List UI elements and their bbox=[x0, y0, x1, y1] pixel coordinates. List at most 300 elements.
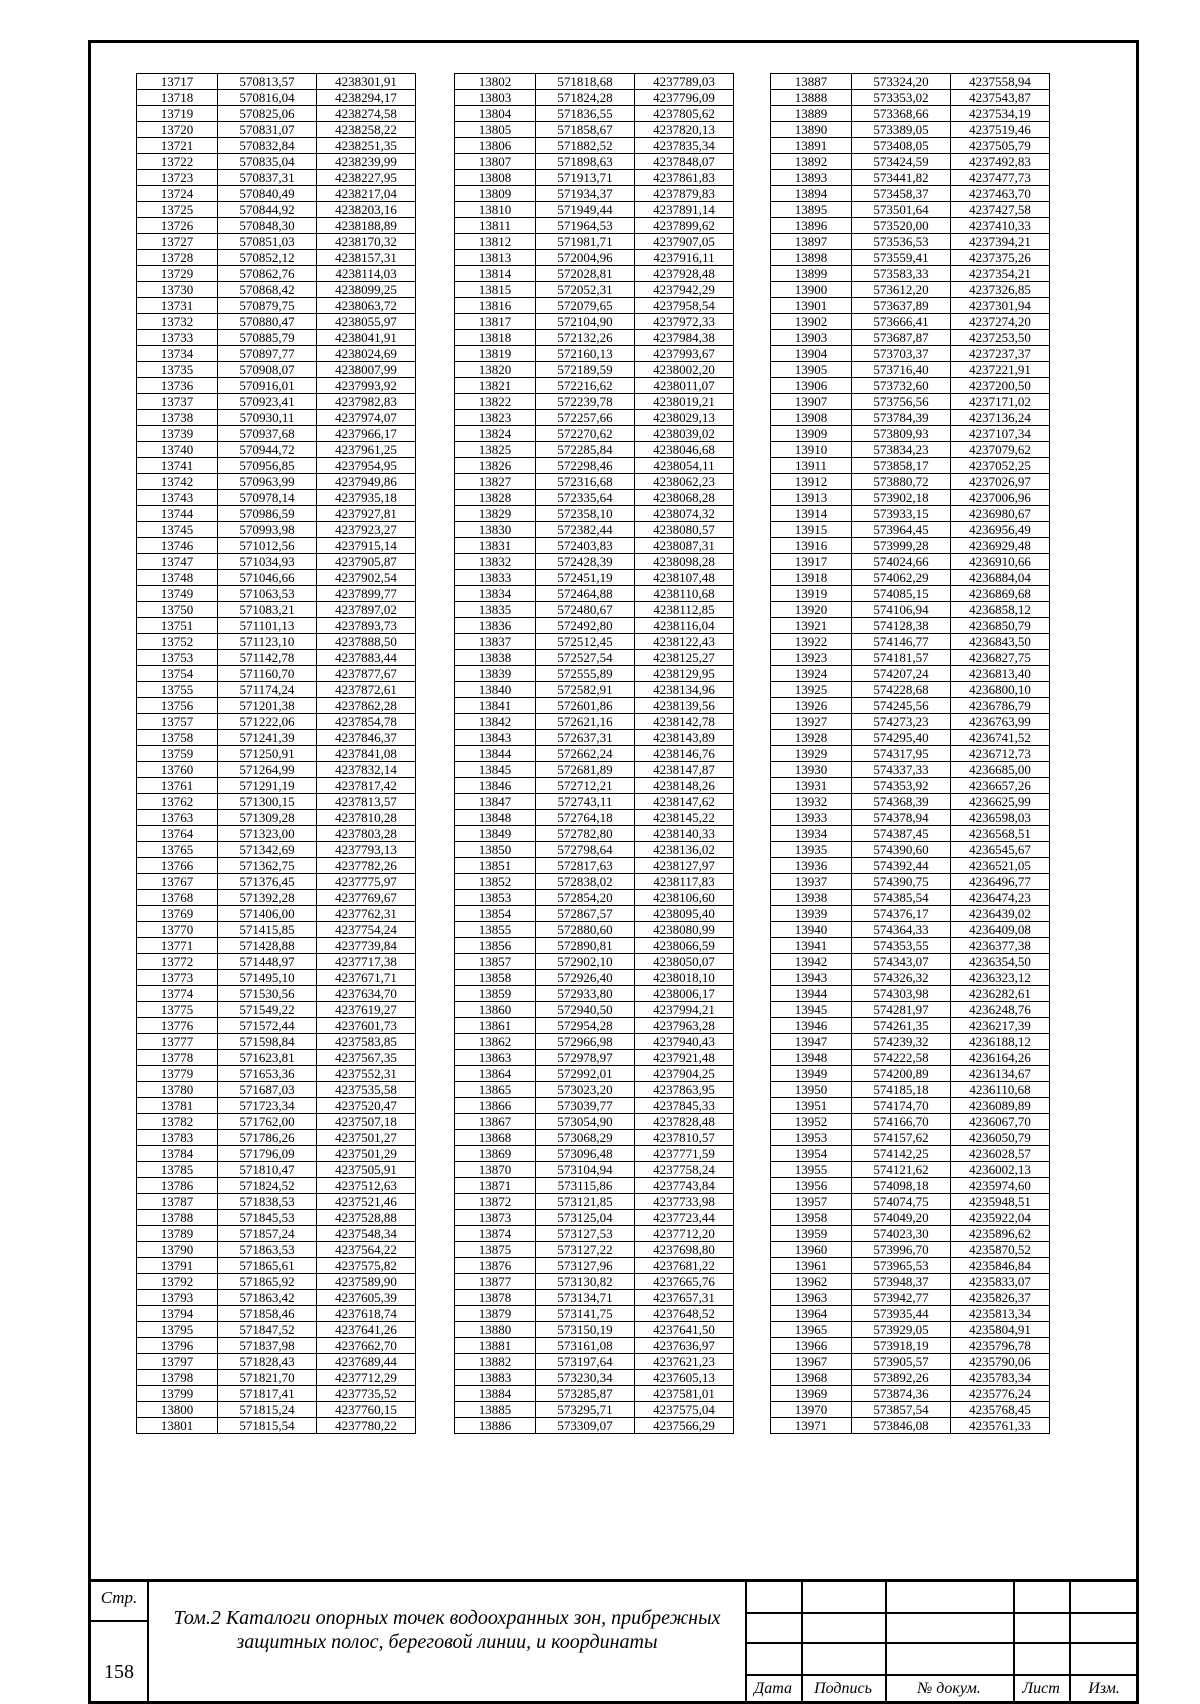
y-coordinate-cell: 4238129,95 bbox=[635, 666, 734, 682]
table-row bbox=[455, 122, 734, 138]
y-coordinate-cell: 4236474,23 bbox=[951, 890, 1050, 906]
table-row bbox=[137, 1306, 416, 1322]
y-coordinate-cell: 4238050,07 bbox=[635, 954, 734, 970]
x-coordinate-cell: 571818,68 bbox=[536, 74, 635, 90]
table-row bbox=[771, 810, 1050, 826]
x-coordinate-cell: 570978,14 bbox=[218, 490, 317, 506]
point-number-cell: 13804 bbox=[455, 106, 536, 122]
table-row bbox=[455, 1354, 734, 1370]
x-coordinate-cell: 571837,98 bbox=[218, 1338, 317, 1354]
y-coordinate-cell: 4238145,22 bbox=[635, 810, 734, 826]
x-coordinate-cell: 570879,75 bbox=[218, 298, 317, 314]
point-number-cell: 13967 bbox=[771, 1354, 852, 1370]
y-coordinate-cell: 4237958,54 bbox=[635, 298, 734, 314]
x-coordinate-cell: 573858,17 bbox=[852, 458, 951, 474]
point-number-cell: 13790 bbox=[137, 1242, 218, 1258]
x-coordinate-cell: 572890,81 bbox=[536, 938, 635, 954]
table-row bbox=[771, 954, 1050, 970]
x-coordinate-cell: 573834,23 bbox=[852, 442, 951, 458]
x-coordinate-cell: 574222,58 bbox=[852, 1050, 951, 1066]
y-coordinate-cell: 4235826,37 bbox=[951, 1290, 1050, 1306]
point-number-cell: 13830 bbox=[455, 522, 536, 538]
table-row bbox=[771, 522, 1050, 538]
x-coordinate-cell: 572132,26 bbox=[536, 330, 635, 346]
table-row bbox=[771, 330, 1050, 346]
x-coordinate-cell: 572492,80 bbox=[536, 618, 635, 634]
table-row bbox=[137, 1290, 416, 1306]
x-coordinate-cell: 572428,39 bbox=[536, 554, 635, 570]
y-coordinate-cell: 4237501,29 bbox=[317, 1146, 416, 1162]
x-coordinate-cell: 571428,88 bbox=[218, 938, 317, 954]
table-row bbox=[455, 1130, 734, 1146]
table-row bbox=[771, 170, 1050, 186]
table-row bbox=[771, 938, 1050, 954]
y-coordinate-cell: 4237927,81 bbox=[317, 506, 416, 522]
table-row bbox=[455, 266, 734, 282]
point-number-cell: 13878 bbox=[455, 1290, 536, 1306]
y-coordinate-cell: 4238062,23 bbox=[635, 474, 734, 490]
y-coordinate-cell: 4236786,79 bbox=[951, 698, 1050, 714]
coordinate-table-3 bbox=[770, 73, 1050, 1434]
x-coordinate-cell: 571865,92 bbox=[218, 1274, 317, 1290]
x-coordinate-cell: 572764,18 bbox=[536, 810, 635, 826]
table-row bbox=[771, 762, 1050, 778]
table-row bbox=[455, 634, 734, 650]
y-coordinate-cell: 4237237,37 bbox=[951, 346, 1050, 362]
y-coordinate-cell: 4237520,47 bbox=[317, 1098, 416, 1114]
y-coordinate-cell: 4236028,57 bbox=[951, 1146, 1050, 1162]
table-row bbox=[771, 794, 1050, 810]
table-row bbox=[137, 522, 416, 538]
table-row bbox=[771, 1242, 1050, 1258]
signature-column-label: Подпись bbox=[814, 1680, 872, 1697]
point-number-cell: 13909 bbox=[771, 426, 852, 442]
y-coordinate-cell: 4237394,21 bbox=[951, 234, 1050, 250]
table-row bbox=[455, 938, 734, 954]
point-number-cell: 13885 bbox=[455, 1402, 536, 1418]
x-coordinate-cell: 572555,89 bbox=[536, 666, 635, 682]
point-number-cell: 13876 bbox=[455, 1258, 536, 1274]
y-coordinate-cell: 4236217,39 bbox=[951, 1018, 1050, 1034]
table-row bbox=[455, 282, 734, 298]
y-coordinate-cell: 4237107,34 bbox=[951, 426, 1050, 442]
x-coordinate-cell: 574273,23 bbox=[852, 714, 951, 730]
point-number-cell: 13821 bbox=[455, 378, 536, 394]
point-number-cell: 13888 bbox=[771, 90, 852, 106]
point-number-cell: 13760 bbox=[137, 762, 218, 778]
point-number-cell: 13800 bbox=[137, 1402, 218, 1418]
table-row bbox=[455, 810, 734, 826]
point-number-cell: 13918 bbox=[771, 570, 852, 586]
y-coordinate-cell: 4238251,35 bbox=[317, 138, 416, 154]
point-number-cell: 13734 bbox=[137, 346, 218, 362]
y-coordinate-cell: 4237253,50 bbox=[951, 330, 1050, 346]
x-coordinate-cell: 570897,77 bbox=[218, 346, 317, 362]
point-number-cell: 13797 bbox=[137, 1354, 218, 1370]
point-number-cell: 13911 bbox=[771, 458, 852, 474]
table-row bbox=[137, 330, 416, 346]
y-coordinate-cell: 4237512,63 bbox=[317, 1178, 416, 1194]
x-coordinate-cell: 573929,05 bbox=[852, 1322, 951, 1338]
table-row bbox=[771, 602, 1050, 618]
y-coordinate-cell: 4238011,07 bbox=[635, 378, 734, 394]
y-coordinate-cell: 4237805,62 bbox=[635, 106, 734, 122]
x-coordinate-cell: 573536,53 bbox=[852, 234, 951, 250]
y-coordinate-cell: 4238041,91 bbox=[317, 330, 416, 346]
y-coordinate-cell: 4237782,26 bbox=[317, 858, 416, 874]
point-number-cell: 13717 bbox=[137, 74, 218, 90]
table-row bbox=[137, 186, 416, 202]
x-coordinate-cell: 572854,20 bbox=[536, 890, 635, 906]
y-coordinate-cell: 4238139,56 bbox=[635, 698, 734, 714]
table-row bbox=[455, 1194, 734, 1210]
y-coordinate-cell: 4238068,28 bbox=[635, 490, 734, 506]
y-coordinate-cell: 4238080,57 bbox=[635, 522, 734, 538]
point-number-cell: 13871 bbox=[455, 1178, 536, 1194]
y-coordinate-cell: 4237689,44 bbox=[317, 1354, 416, 1370]
point-number-cell: 13810 bbox=[455, 202, 536, 218]
x-coordinate-cell: 571898,63 bbox=[536, 154, 635, 170]
y-coordinate-cell: 4237505,91 bbox=[317, 1162, 416, 1178]
table-row bbox=[137, 906, 416, 922]
table-row bbox=[455, 74, 734, 90]
y-coordinate-cell: 4237581,01 bbox=[635, 1386, 734, 1402]
x-coordinate-cell: 573353,02 bbox=[852, 90, 951, 106]
point-number-cell: 13807 bbox=[455, 154, 536, 170]
point-number-cell: 13785 bbox=[137, 1162, 218, 1178]
y-coordinate-cell: 4237993,67 bbox=[635, 346, 734, 362]
table-row bbox=[455, 250, 734, 266]
y-coordinate-cell: 4237665,76 bbox=[635, 1274, 734, 1290]
x-coordinate-cell: 574261,35 bbox=[852, 1018, 951, 1034]
x-coordinate-cell: 570986,59 bbox=[218, 506, 317, 522]
y-coordinate-cell: 4237733,98 bbox=[635, 1194, 734, 1210]
y-coordinate-cell: 4237888,50 bbox=[317, 634, 416, 650]
x-coordinate-cell: 570880,47 bbox=[218, 314, 317, 330]
point-number-cell: 13801 bbox=[137, 1418, 218, 1434]
x-coordinate-cell: 572978,97 bbox=[536, 1050, 635, 1066]
point-number-cell: 13879 bbox=[455, 1306, 536, 1322]
x-coordinate-cell: 571046,66 bbox=[218, 570, 317, 586]
table-row bbox=[137, 762, 416, 778]
table-row bbox=[455, 186, 734, 202]
table-row bbox=[455, 1050, 734, 1066]
x-coordinate-cell: 570813,57 bbox=[218, 74, 317, 90]
x-coordinate-cell: 573948,37 bbox=[852, 1274, 951, 1290]
table-row bbox=[455, 1066, 734, 1082]
x-coordinate-cell: 572681,89 bbox=[536, 762, 635, 778]
x-coordinate-cell: 571810,47 bbox=[218, 1162, 317, 1178]
table-row bbox=[137, 202, 416, 218]
x-coordinate-cell: 573408,05 bbox=[852, 138, 951, 154]
point-number-cell: 13843 bbox=[455, 730, 536, 746]
table-row bbox=[137, 234, 416, 250]
x-coordinate-cell: 572285,84 bbox=[536, 442, 635, 458]
point-number-cell: 13806 bbox=[455, 138, 536, 154]
table-row bbox=[455, 826, 734, 842]
y-coordinate-cell: 4238125,27 bbox=[635, 650, 734, 666]
y-coordinate-cell: 4237583,85 bbox=[317, 1034, 416, 1050]
point-number-cell: 13771 bbox=[137, 938, 218, 954]
table-row bbox=[771, 1354, 1050, 1370]
x-coordinate-cell: 572743,11 bbox=[536, 794, 635, 810]
table-row bbox=[771, 282, 1050, 298]
x-coordinate-cell: 574142,25 bbox=[852, 1146, 951, 1162]
table-row bbox=[771, 1050, 1050, 1066]
table-row bbox=[771, 442, 1050, 458]
table-row bbox=[455, 1258, 734, 1274]
x-coordinate-cell: 573161,08 bbox=[536, 1338, 635, 1354]
x-coordinate-cell: 574303,98 bbox=[852, 986, 951, 1002]
y-coordinate-cell: 4237904,25 bbox=[635, 1066, 734, 1082]
table-row bbox=[771, 1130, 1050, 1146]
table-row bbox=[455, 330, 734, 346]
y-coordinate-cell: 4237963,28 bbox=[635, 1018, 734, 1034]
point-number-cell: 13905 bbox=[771, 362, 852, 378]
table-row bbox=[137, 874, 416, 890]
point-number-cell: 13959 bbox=[771, 1226, 852, 1242]
point-number-cell: 13812 bbox=[455, 234, 536, 250]
x-coordinate-cell: 572817,63 bbox=[536, 858, 635, 874]
point-number-cell: 13728 bbox=[137, 250, 218, 266]
y-coordinate-cell: 4238063,72 bbox=[317, 298, 416, 314]
x-coordinate-cell: 571786,26 bbox=[218, 1130, 317, 1146]
x-coordinate-cell: 573935,44 bbox=[852, 1306, 951, 1322]
y-coordinate-cell: 4237735,52 bbox=[317, 1386, 416, 1402]
point-number-cell: 13724 bbox=[137, 186, 218, 202]
x-coordinate-cell: 570885,79 bbox=[218, 330, 317, 346]
point-number-cell: 13932 bbox=[771, 794, 852, 810]
point-number-cell: 13726 bbox=[137, 218, 218, 234]
y-coordinate-cell: 4236521,05 bbox=[951, 858, 1050, 874]
point-number-cell: 13827 bbox=[455, 474, 536, 490]
point-number-cell: 13741 bbox=[137, 458, 218, 474]
x-coordinate-cell: 573130,82 bbox=[536, 1274, 635, 1290]
y-coordinate-cell: 4238143,89 bbox=[635, 730, 734, 746]
x-coordinate-cell: 573892,26 bbox=[852, 1370, 951, 1386]
y-coordinate-cell: 4237618,74 bbox=[317, 1306, 416, 1322]
table-row bbox=[771, 1386, 1050, 1402]
point-number-cell: 13742 bbox=[137, 474, 218, 490]
y-coordinate-cell: 4238274,58 bbox=[317, 106, 416, 122]
x-coordinate-cell: 573520,00 bbox=[852, 218, 951, 234]
table-row bbox=[771, 138, 1050, 154]
point-number-cell: 13935 bbox=[771, 842, 852, 858]
y-coordinate-cell: 4238006,17 bbox=[635, 986, 734, 1002]
x-coordinate-cell: 574098,18 bbox=[852, 1178, 951, 1194]
x-coordinate-cell: 573121,85 bbox=[536, 1194, 635, 1210]
point-number-cell: 13868 bbox=[455, 1130, 536, 1146]
x-coordinate-cell: 572335,64 bbox=[536, 490, 635, 506]
y-coordinate-cell: 4237534,19 bbox=[951, 106, 1050, 122]
y-coordinate-cell: 4237648,52 bbox=[635, 1306, 734, 1322]
x-coordinate-cell: 573023,20 bbox=[536, 1082, 635, 1098]
x-coordinate-cell: 572527,54 bbox=[536, 650, 635, 666]
table-row bbox=[771, 314, 1050, 330]
x-coordinate-cell: 571824,52 bbox=[218, 1178, 317, 1194]
y-coordinate-cell: 4237915,14 bbox=[317, 538, 416, 554]
y-coordinate-cell: 4238258,22 bbox=[317, 122, 416, 138]
document-title: Том.2 Каталоги опорных точек водоохранных зон, прибрежных защитных полос, береговой линии, и координаты bbox=[173, 1607, 721, 1653]
table-row bbox=[771, 1098, 1050, 1114]
point-number-cell: 13833 bbox=[455, 570, 536, 586]
point-number-cell: 13841 bbox=[455, 698, 536, 714]
x-coordinate-cell: 574326,32 bbox=[852, 970, 951, 986]
x-coordinate-cell: 574378,94 bbox=[852, 810, 951, 826]
point-number-cell: 13817 bbox=[455, 314, 536, 330]
x-coordinate-cell: 570831,07 bbox=[218, 122, 317, 138]
x-coordinate-cell: 574368,39 bbox=[852, 794, 951, 810]
x-coordinate-cell: 571241,39 bbox=[218, 730, 317, 746]
table-row bbox=[137, 810, 416, 826]
table-row bbox=[771, 1226, 1050, 1242]
point-number-cell: 13747 bbox=[137, 554, 218, 570]
point-number-cell: 13963 bbox=[771, 1290, 852, 1306]
y-coordinate-cell: 4237942,29 bbox=[635, 282, 734, 298]
point-number-cell: 13727 bbox=[137, 234, 218, 250]
y-coordinate-cell: 4237564,22 bbox=[317, 1242, 416, 1258]
x-coordinate-cell: 573115,86 bbox=[536, 1178, 635, 1194]
point-number-cell: 13772 bbox=[137, 954, 218, 970]
y-coordinate-cell: 4237006,96 bbox=[951, 490, 1050, 506]
y-coordinate-cell: 4237505,79 bbox=[951, 138, 1050, 154]
point-number-cell: 13937 bbox=[771, 874, 852, 890]
x-coordinate-cell: 571123,10 bbox=[218, 634, 317, 650]
y-coordinate-cell: 4237862,28 bbox=[317, 698, 416, 714]
point-number-cell: 13789 bbox=[137, 1226, 218, 1242]
y-coordinate-cell: 4238019,21 bbox=[635, 394, 734, 410]
point-number-cell: 13926 bbox=[771, 698, 852, 714]
x-coordinate-cell: 574174,70 bbox=[852, 1098, 951, 1114]
x-coordinate-cell: 570862,76 bbox=[218, 266, 317, 282]
y-coordinate-cell: 4236869,68 bbox=[951, 586, 1050, 602]
x-coordinate-cell: 572028,81 bbox=[536, 266, 635, 282]
point-number-cell: 13968 bbox=[771, 1370, 852, 1386]
table-row bbox=[137, 1258, 416, 1274]
point-number-cell: 13880 bbox=[455, 1322, 536, 1338]
y-coordinate-cell: 4235833,07 bbox=[951, 1274, 1050, 1290]
y-coordinate-cell: 4237171,02 bbox=[951, 394, 1050, 410]
x-coordinate-cell: 571174,24 bbox=[218, 682, 317, 698]
y-coordinate-cell: 4238239,99 bbox=[317, 154, 416, 170]
table-row bbox=[137, 1130, 416, 1146]
table-row bbox=[771, 554, 1050, 570]
table-row bbox=[137, 1178, 416, 1194]
table-row bbox=[137, 618, 416, 634]
x-coordinate-cell: 571838,53 bbox=[218, 1194, 317, 1210]
y-coordinate-cell: 4236354,50 bbox=[951, 954, 1050, 970]
point-number-cell: 13753 bbox=[137, 650, 218, 666]
table-row bbox=[771, 570, 1050, 586]
point-number-cell: 13744 bbox=[137, 506, 218, 522]
point-number-cell: 13864 bbox=[455, 1066, 536, 1082]
table-row bbox=[137, 410, 416, 426]
y-coordinate-cell: 4238148,26 bbox=[635, 778, 734, 794]
x-coordinate-cell: 574181,57 bbox=[852, 650, 951, 666]
table-row bbox=[455, 570, 734, 586]
x-coordinate-cell: 574364,33 bbox=[852, 922, 951, 938]
y-coordinate-cell: 4238227,95 bbox=[317, 170, 416, 186]
y-coordinate-cell: 4236248,76 bbox=[951, 1002, 1050, 1018]
x-coordinate-cell: 573583,33 bbox=[852, 266, 951, 282]
x-coordinate-cell: 573324,20 bbox=[852, 74, 951, 90]
point-number-cell: 13793 bbox=[137, 1290, 218, 1306]
x-coordinate-cell: 573756,56 bbox=[852, 394, 951, 410]
table-row bbox=[137, 154, 416, 170]
table-row bbox=[137, 442, 416, 458]
x-coordinate-cell: 571796,09 bbox=[218, 1146, 317, 1162]
x-coordinate-cell: 574157,62 bbox=[852, 1130, 951, 1146]
y-coordinate-cell: 4238018,10 bbox=[635, 970, 734, 986]
point-number-cell: 13761 bbox=[137, 778, 218, 794]
x-coordinate-cell: 571815,54 bbox=[218, 1418, 317, 1434]
y-coordinate-cell: 4238098,28 bbox=[635, 554, 734, 570]
point-number-cell: 13901 bbox=[771, 298, 852, 314]
x-coordinate-cell: 570835,04 bbox=[218, 154, 317, 170]
x-coordinate-cell: 572782,80 bbox=[536, 826, 635, 842]
x-coordinate-cell: 571817,41 bbox=[218, 1386, 317, 1402]
y-coordinate-cell: 4237835,34 bbox=[635, 138, 734, 154]
point-number-cell: 13970 bbox=[771, 1402, 852, 1418]
y-coordinate-cell: 4235922,04 bbox=[951, 1210, 1050, 1226]
x-coordinate-cell: 574317,95 bbox=[852, 746, 951, 762]
table-row bbox=[137, 426, 416, 442]
x-coordinate-cell: 573964,45 bbox=[852, 522, 951, 538]
table-row bbox=[137, 954, 416, 970]
table-row bbox=[137, 1066, 416, 1082]
x-coordinate-cell: 574245,56 bbox=[852, 698, 951, 714]
table-row bbox=[137, 106, 416, 122]
y-coordinate-cell: 4237519,46 bbox=[951, 122, 1050, 138]
table-row bbox=[455, 986, 734, 1002]
point-number-cell: 13960 bbox=[771, 1242, 852, 1258]
point-number-cell: 13735 bbox=[137, 362, 218, 378]
page-number: 158 bbox=[104, 1661, 134, 1683]
point-number-cell: 13890 bbox=[771, 122, 852, 138]
table-row bbox=[771, 362, 1050, 378]
x-coordinate-cell: 572933,80 bbox=[536, 986, 635, 1002]
point-number-cell: 13850 bbox=[455, 842, 536, 858]
table-row bbox=[137, 218, 416, 234]
point-number-cell: 13839 bbox=[455, 666, 536, 682]
x-coordinate-cell: 571250,91 bbox=[218, 746, 317, 762]
point-number-cell: 13756 bbox=[137, 698, 218, 714]
document-number-column-label: № докум. bbox=[917, 1680, 981, 1697]
table-row bbox=[455, 218, 734, 234]
table-row bbox=[771, 1194, 1050, 1210]
point-number-cell: 13934 bbox=[771, 826, 852, 842]
x-coordinate-cell: 574353,55 bbox=[852, 938, 951, 954]
table-row bbox=[771, 650, 1050, 666]
y-coordinate-cell: 4237928,48 bbox=[635, 266, 734, 282]
table-row bbox=[771, 1338, 1050, 1354]
y-coordinate-cell: 4237634,70 bbox=[317, 986, 416, 1002]
point-number-cell: 13941 bbox=[771, 938, 852, 954]
x-coordinate-cell: 573965,53 bbox=[852, 1258, 951, 1274]
x-coordinate-cell: 573703,37 bbox=[852, 346, 951, 362]
table-row bbox=[455, 714, 734, 730]
point-number-cell: 13809 bbox=[455, 186, 536, 202]
y-coordinate-cell: 4238117,83 bbox=[635, 874, 734, 890]
x-coordinate-cell: 572926,40 bbox=[536, 970, 635, 986]
table-row bbox=[137, 506, 416, 522]
x-coordinate-cell: 572480,67 bbox=[536, 602, 635, 618]
x-coordinate-cell: 571865,61 bbox=[218, 1258, 317, 1274]
y-coordinate-cell: 4237949,86 bbox=[317, 474, 416, 490]
table-row bbox=[455, 858, 734, 874]
y-coordinate-cell: 4237326,85 bbox=[951, 282, 1050, 298]
point-number-cell: 13971 bbox=[771, 1418, 852, 1434]
